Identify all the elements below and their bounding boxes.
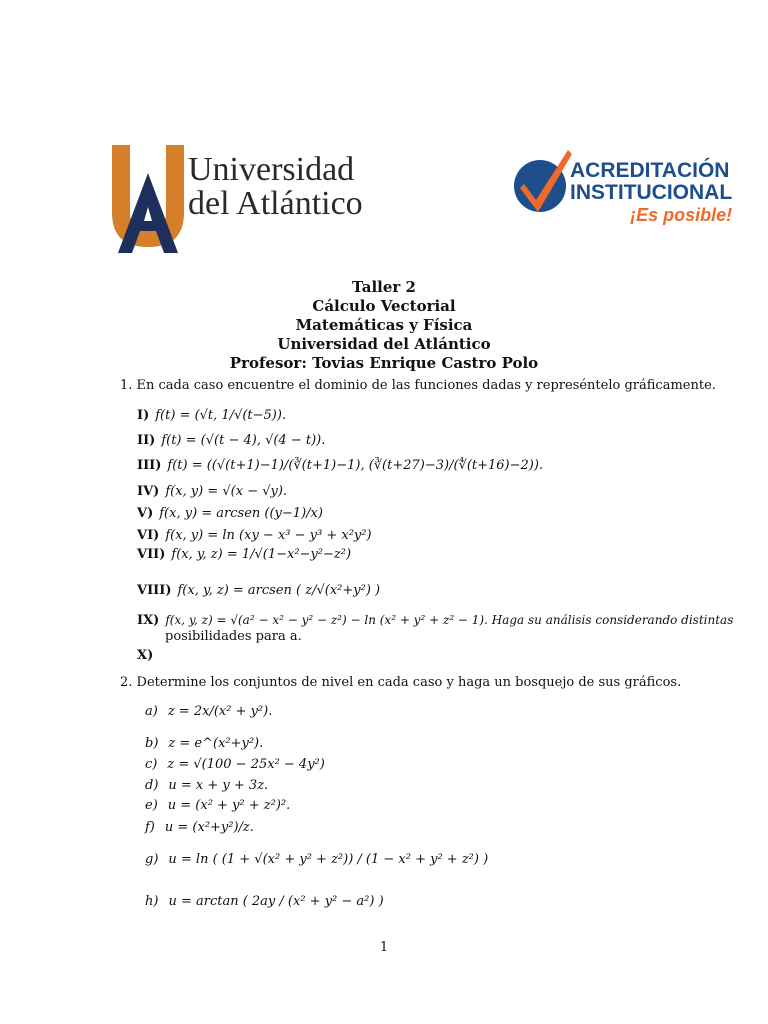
list-item: c) z = √(100 − 25x² − 4y²) [145,757,325,772]
list-item: VII) f(x, y, z) = 1/√(1−x²−y²−z²) [137,547,352,562]
list-item: V) f(x, y) = arcsen ((y−1)/x) [137,506,323,521]
accreditation-logo [512,146,733,236]
question-1-text: 1. En cada caso encuentre el dominio de las funciones dadas y represéntelo gráficamente. [120,378,716,393]
list-item: f) u = (x²+y²)/z. [145,820,254,835]
header-line: Universidad del Atlántico [277,335,491,353]
list-item: a) z = 2x/(x² + y²). [145,704,273,719]
check-badge-icon [512,146,574,226]
accreditation-line1: ACREDITACIÓN [570,159,730,182]
header-line: Profesor: Tovias Enrique Castro Polo [229,354,539,372]
header-line: Cálculo Vectorial [312,297,456,315]
header-line: Matemáticas y Física [295,316,473,334]
document-header [0,278,768,373]
list-item: VI) f(x, y) = ln (xy − x³ − y³ + x²y²) [137,528,372,543]
header-line: Taller 2 [352,278,416,296]
list-item: IV) f(x, y) = √(x − √y). [137,484,288,499]
list-item: g) u = ln ( (1 + √(x² + y² + z²)) / (1 − x² + y² + z²) ) [145,852,489,867]
university-name-line1: Universidad [188,151,355,188]
list-item: b) z = e^(x²+y²). [145,736,264,751]
list-item: I) f(t) = (√t, 1/√(t−5)). [137,408,287,423]
list-item: X) [137,648,154,663]
page-number: 1 [379,940,389,955]
university-emblem-icon [108,143,188,255]
university-logo [108,143,373,255]
list-item: d) u = x + y + 3z. [145,778,269,793]
list-item: h) u = arctan ( 2ay / (x² + y² − a²) ) [145,894,384,909]
university-name-line2: del Atlántico [188,185,363,222]
accreditation-line2: INSTITUCIONAL [570,181,733,204]
list-item: III) f(t) = ((√(t+1)−1)/(∛(t+1)−1), (∛(t+27)−3)/(∜(t+16)−2)). [137,458,544,473]
list-item: VIII) f(x, y, z) = arcsen ( z/√(x²+y²) ) [137,583,381,598]
list-item: II) f(t) = (√(t − 4), √(4 − t)). [137,433,326,448]
accreditation-tagline: ¡Es posible! [630,205,733,225]
list-item: posibilidades para a. [165,629,302,644]
list-item: IX) f(x, y, z) = √(a² − x² − y² − z²) − ln (x² + y² + z² − 1). Haga su análisis considerando distintas [137,613,734,628]
list-item: e) u = (x² + y² + z²)². [145,798,291,813]
question-2-text: 2. Determine los conjuntos de nivel en cada caso y haga un bosquejo de sus gráficos. [120,675,682,690]
